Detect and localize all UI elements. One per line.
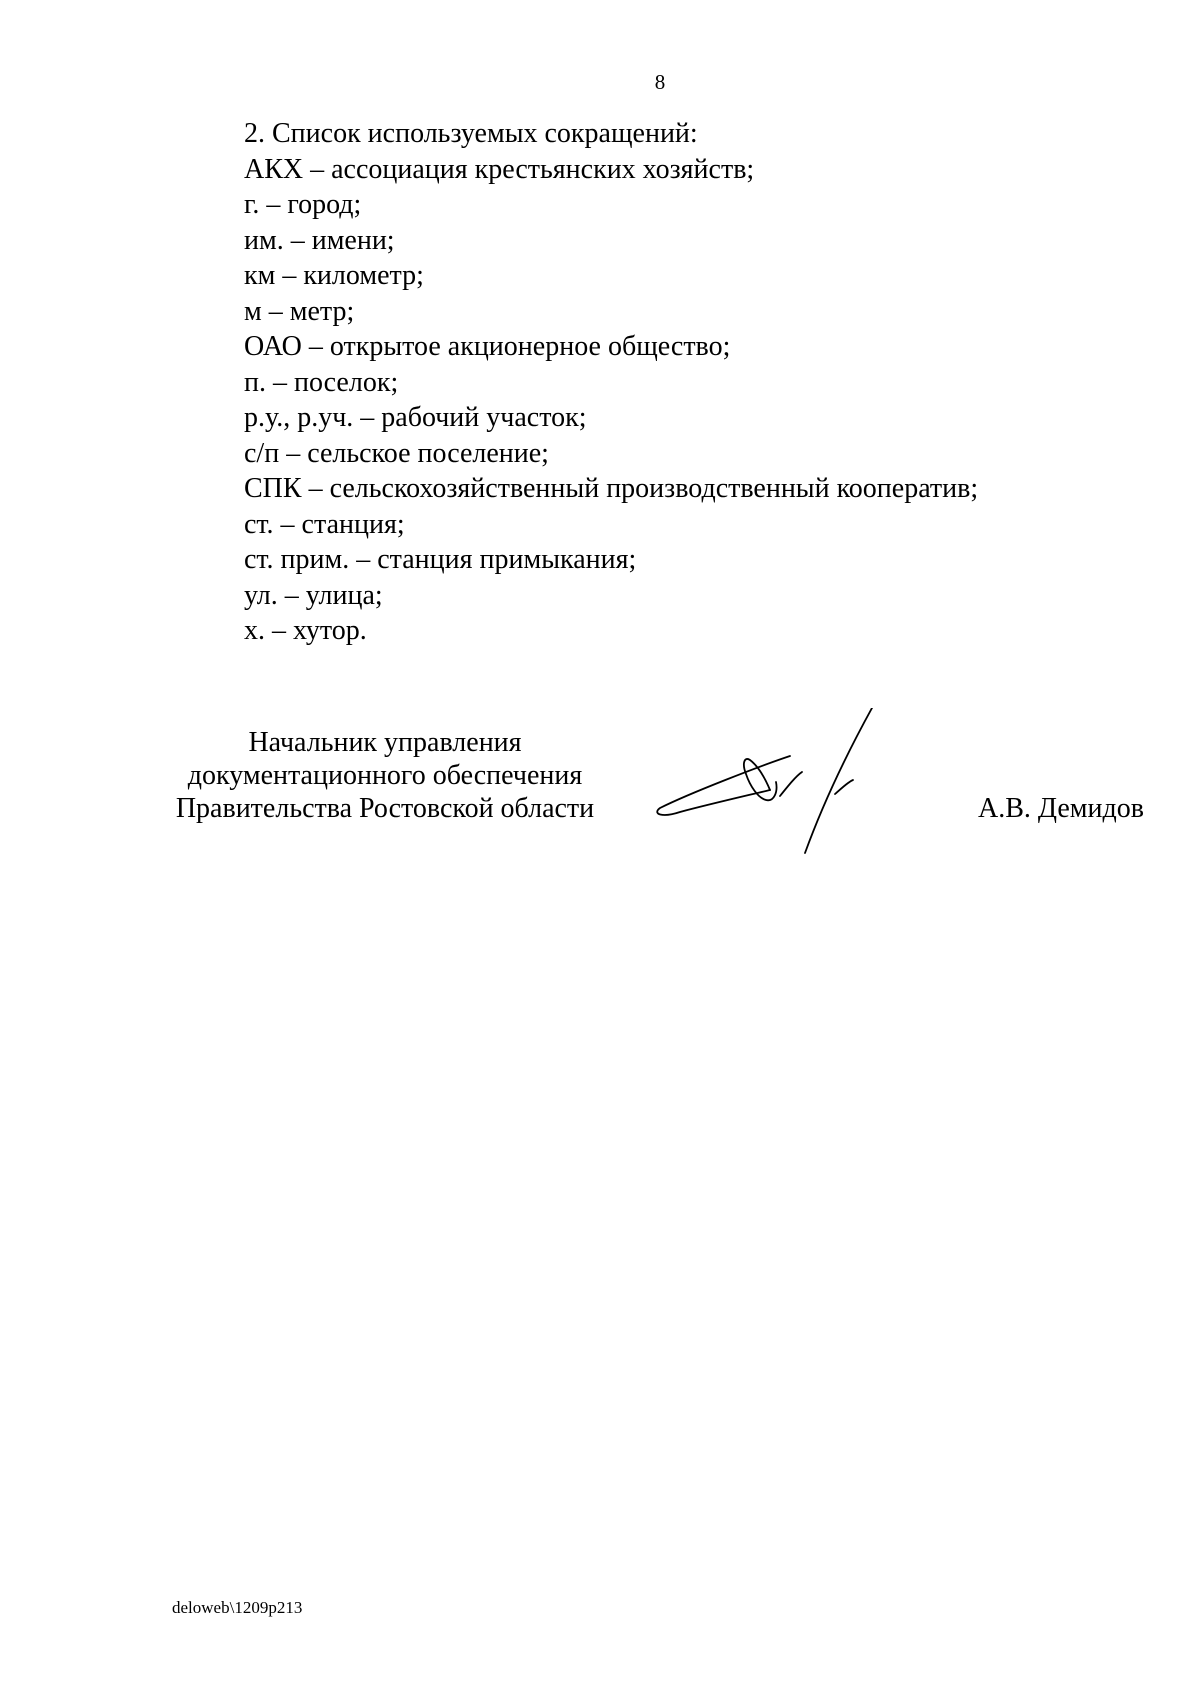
abbreviation-item: ОАО – открытое акционерное общество; xyxy=(244,331,731,362)
abbreviation-item: х. – хутор. xyxy=(244,615,367,646)
signer-position-line: Начальник управления xyxy=(248,727,522,758)
page-number: 8 xyxy=(654,70,666,94)
abbreviation-item: км – километр; xyxy=(244,260,424,291)
abbreviation-item: ст. прим. – станция примыкания; xyxy=(244,544,637,575)
abbreviation-item: ул. – улица; xyxy=(244,579,383,611)
abbreviation-item: г. – город; xyxy=(244,189,362,220)
abbreviation-item: п. – поселок; xyxy=(244,366,399,398)
footer-document-code: deloweb\1209p213 xyxy=(172,1598,303,1617)
signer-position-line: Правительства Ростовской области xyxy=(175,793,595,824)
abbreviation-item: с/п – сельское поселение; xyxy=(244,437,549,469)
abbreviation-item: ст. – станция; xyxy=(244,508,405,540)
abbreviation-item: р.у., р.уч. – рабочий участок; xyxy=(244,402,587,433)
signer-position-line: документационного обеспечения xyxy=(187,760,583,791)
handwritten-signature xyxy=(650,708,930,868)
abbreviations-heading: 2. Список используемых сокращений: xyxy=(244,118,698,149)
signer-name: А.В. Демидов xyxy=(978,793,1144,824)
abbreviations-list xyxy=(244,116,1144,649)
abbreviation-item: АКХ – ассоциация крестьянских хозяйств; xyxy=(244,153,755,185)
signer-position xyxy=(160,726,610,825)
abbreviation-item: им. – имени; xyxy=(244,224,395,256)
abbreviation-item: СПК – сельскохозяйственный производственный кооператив; xyxy=(244,473,979,504)
abbreviation-item: м – метр; xyxy=(244,295,355,327)
